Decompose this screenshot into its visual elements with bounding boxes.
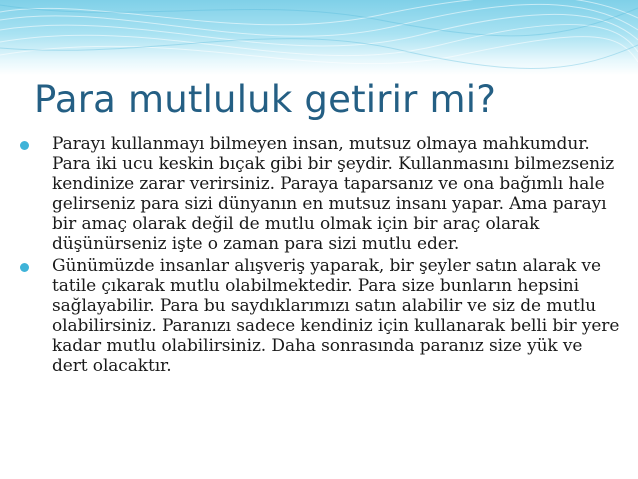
bullet-item [16,256,621,376]
bullet-text: Parayı kullanmayı bilmeyen insan, mutsuz olmaya mahkumdur. Para iki ucu keskin bıçak gibi bir şeydir. Kullanmasını bilmezseniz kendinize zarar verirsiniz. Paraya taparsanız ve ona bağımlı hale gelirseniz para sizi dünyanın en mutsuz insanı yapar. Ama parayı bir amaç olarak değil de mutlu olmak için bir araç olarak düşünürseniz işte o zaman para sizi mutlu eder. [52,134,615,254]
bullet-item [16,134,621,254]
bullet-dot-icon [20,263,29,272]
bullet-text: Günümüzde insanlar alışveriş yaparak, bir şeyler satın alarak ve tatile çıkarak mutlu olabilmektedir. Para size bunların hepsini sağlayabilir. Para bu saydıklarımızı satın alabilir ve siz de mutlu olabilirsiniz. Paranızı sadece kendiniz için kullanarak belli bir yere kadar mutlu olabilirsiniz. Daha sonrasında paranız size yük ve dert olacaktır. [52,256,620,376]
slide-title: Para mutluluk getirir mi? [34,78,497,121]
bullet-dot-icon [20,141,29,150]
wave-pattern [0,0,638,75]
header-wave-decoration [0,0,638,75]
bullet-list [16,134,621,378]
